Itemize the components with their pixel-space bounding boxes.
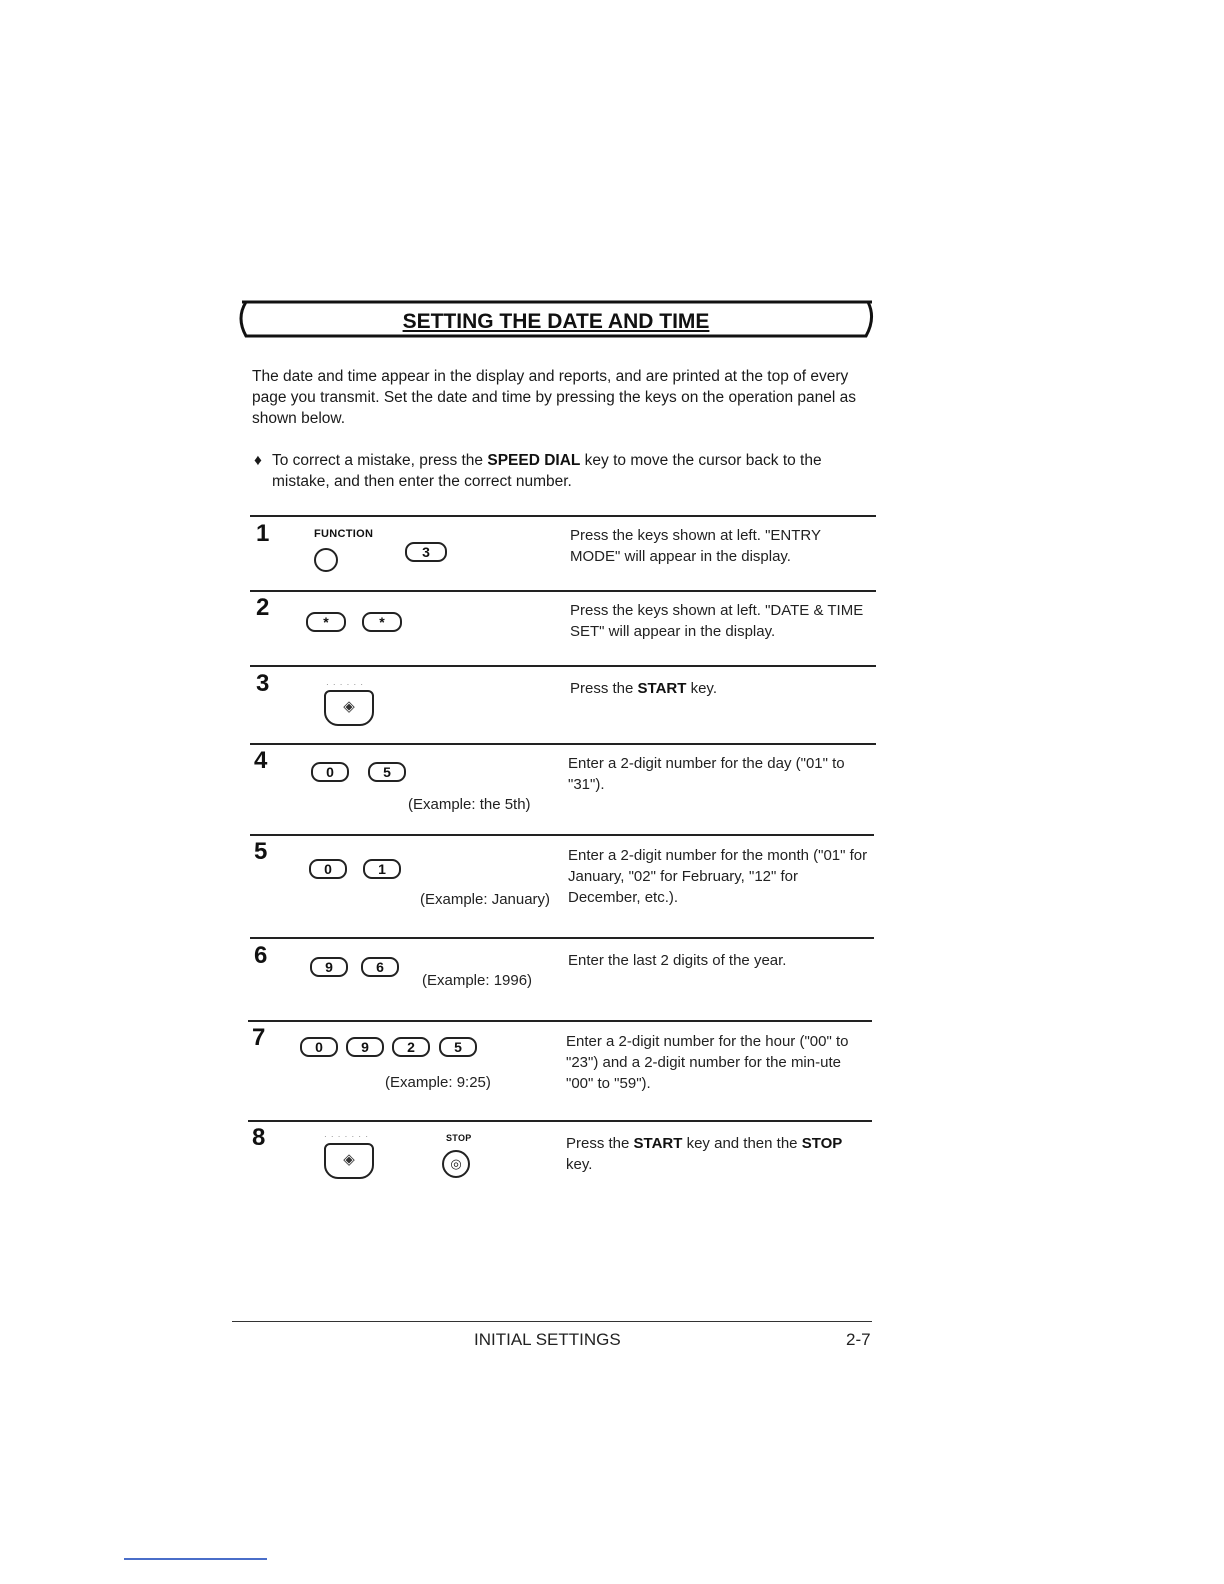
start-icon: ◈ bbox=[343, 698, 355, 715]
step-description: Enter the last 2 digits of the year. bbox=[568, 952, 787, 969]
row-divider bbox=[250, 743, 876, 745]
row-divider bbox=[250, 937, 874, 939]
key-0[interactable]: 0 bbox=[300, 1037, 338, 1057]
row-divider bbox=[250, 834, 874, 836]
step-number: 2 bbox=[256, 594, 270, 621]
speed-dial-key-label: SPEED DIAL bbox=[487, 452, 581, 469]
step-number: 3 bbox=[256, 670, 270, 697]
step-description: Enter a 2-digit number for the month ("01" for January, "02" for February, "12" for December, etc.). bbox=[568, 847, 868, 906]
step-description: Press the keys shown at left. "ENTRY MODE" will appear in the display. bbox=[570, 527, 821, 565]
step-number: 5 bbox=[254, 838, 268, 865]
key-9[interactable]: 9 bbox=[310, 957, 348, 977]
stop-icon: ◎ bbox=[450, 1156, 462, 1171]
step-number: 4 bbox=[254, 747, 268, 774]
key-0[interactable]: 0 bbox=[311, 762, 349, 782]
example-text: (Example: the 5th) bbox=[408, 796, 531, 813]
section-title: INITIAL SETTINGS bbox=[474, 1330, 621, 1349]
start-key-label: · · · · · · bbox=[326, 680, 365, 689]
example-text: (Example: January) bbox=[420, 891, 551, 908]
key-5[interactable]: 5 bbox=[368, 762, 406, 782]
key-0[interactable]: 0 bbox=[309, 859, 347, 879]
step-number: 7 bbox=[252, 1024, 266, 1051]
step-description: Enter a 2-digit number for the hour ("00" to "23") and a 2-digit number for the min-ute "00" to "59"). bbox=[566, 1033, 849, 1092]
start-key[interactable] bbox=[324, 690, 374, 726]
function-label: FUNCTION bbox=[314, 528, 374, 540]
key-9[interactable]: 9 bbox=[346, 1037, 384, 1057]
row-divider bbox=[250, 665, 876, 667]
step-number: 1 bbox=[256, 520, 270, 547]
key-1[interactable]: 1 bbox=[363, 859, 401, 879]
start-key[interactable] bbox=[324, 1143, 374, 1179]
key-star[interactable]: * bbox=[362, 612, 402, 632]
key-2[interactable]: 2 bbox=[392, 1037, 430, 1057]
row-divider bbox=[250, 515, 876, 517]
step-number: 6 bbox=[254, 942, 268, 969]
row-divider bbox=[248, 1120, 872, 1122]
step-description: Press the START key. bbox=[570, 680, 717, 697]
row-divider bbox=[248, 1020, 872, 1022]
example-text: (Example: 9:25) bbox=[385, 1074, 491, 1091]
bullet-icon: ♦ bbox=[254, 452, 262, 469]
footer-divider bbox=[232, 1321, 872, 1322]
tip-item: ♦ To correct a mistake, press the SPEED DIAL key to move the cursor back to the mistake, and then enter the correct number. bbox=[254, 452, 822, 490]
step-number: 8 bbox=[252, 1124, 266, 1151]
intro-paragraph: The date and time appear in the display and reports, and are printed at the top of every page you transmit. Set the date and time by pressing the keys on the operation panel as shown below. bbox=[252, 368, 857, 427]
function-key[interactable] bbox=[314, 548, 338, 572]
stop-key[interactable] bbox=[442, 1150, 470, 1178]
key-star[interactable]: * bbox=[306, 612, 346, 632]
page-title: SETTING THE DATE AND TIME bbox=[402, 310, 710, 333]
row-divider bbox=[250, 590, 876, 592]
step-description: Press the START key and then the STOP key. bbox=[566, 1135, 843, 1173]
page-number: 2-7 bbox=[846, 1330, 871, 1349]
key-3[interactable]: 3 bbox=[405, 542, 447, 562]
start-key-label: · · · · · · · bbox=[324, 1132, 369, 1141]
stop-label: STOP bbox=[446, 1133, 472, 1143]
start-icon: ◈ bbox=[343, 1151, 355, 1168]
decorative-line bbox=[124, 1558, 267, 1560]
step-description: Enter a 2-digit number for the day ("01" to "31"). bbox=[568, 755, 845, 793]
key-5[interactable]: 5 bbox=[439, 1037, 477, 1057]
step-description: Press the keys shown at left. "DATE & TIME SET" will appear in the display. bbox=[570, 602, 864, 640]
key-6[interactable]: 6 bbox=[361, 957, 399, 977]
example-text: (Example: 1996) bbox=[422, 972, 533, 989]
